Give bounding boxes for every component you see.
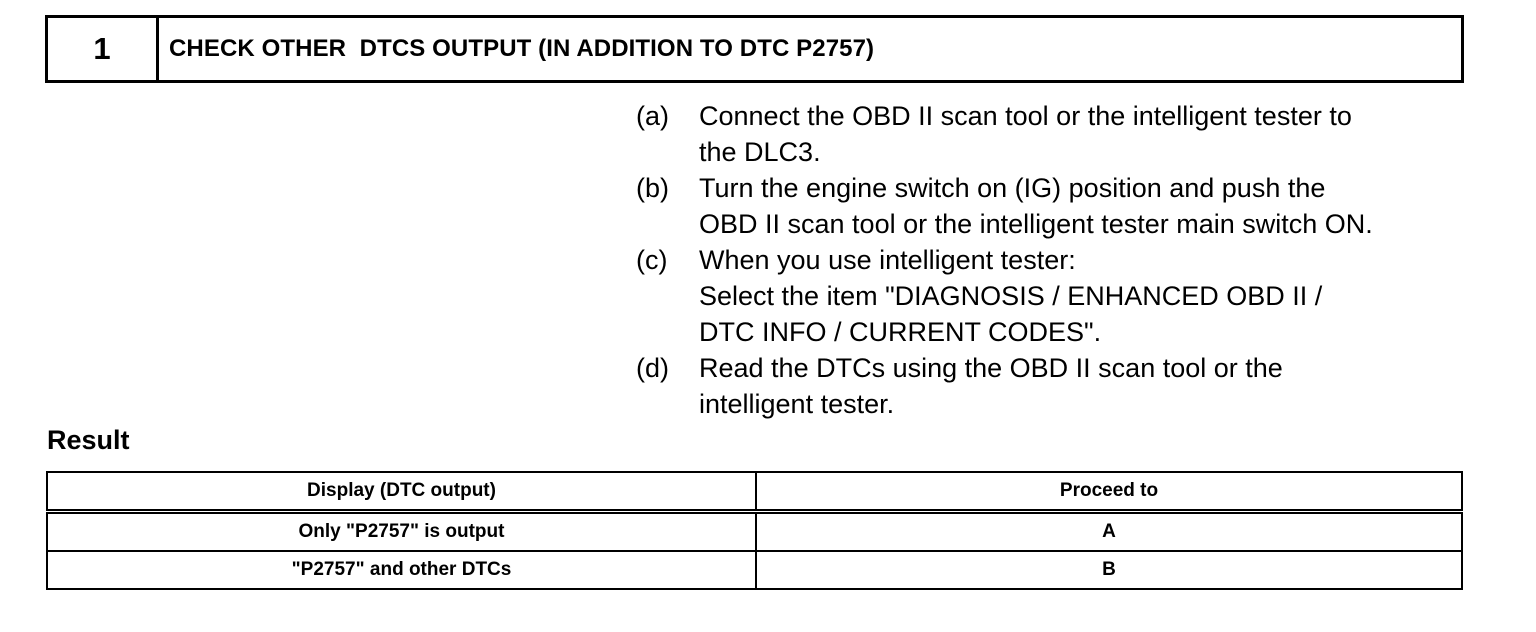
procedure-item-a bbox=[636, 98, 1476, 170]
procedure-text: Turn the engine switch on (IG) position and push the OBD II scan tool or the intelligent tester main switch ON. bbox=[699, 173, 1373, 239]
table-row bbox=[47, 551, 1462, 589]
step-title: CHECK OTHER DTCS OUTPUT (IN ADDITION TO DTC P2757) bbox=[169, 35, 875, 62]
display-cell: "P2757" and other DTCs bbox=[47, 551, 756, 589]
column-header-proceed: Proceed to bbox=[756, 472, 1462, 512]
procedure-marker: (d) bbox=[636, 353, 669, 383]
procedure-marker: (c) bbox=[636, 245, 668, 275]
procedure-text: When you use intelligent tester: Select the item "DIAGNOSIS / ENHANCED OBD II / DTC INFO / CURRENT CODES". bbox=[699, 245, 1323, 347]
proceed-cell: A bbox=[756, 512, 1462, 552]
table-header-row bbox=[47, 472, 1462, 512]
proceed-cell: B bbox=[756, 551, 1462, 589]
procedure-marker: (b) bbox=[636, 173, 669, 203]
procedure-text: Read the DTCs using the OBD II scan tool or the intelligent tester. bbox=[699, 353, 1283, 419]
procedure-text: Connect the OBD II scan tool or the intelligent tester to the DLC3. bbox=[699, 101, 1352, 167]
step-number: 1 bbox=[48, 18, 159, 80]
result-table bbox=[46, 471, 1463, 590]
display-cell: Only "P2757" is output bbox=[47, 512, 756, 552]
procedure-item-c bbox=[636, 242, 1476, 350]
procedure-marker: (a) bbox=[636, 101, 669, 131]
result-heading: Result bbox=[47, 425, 130, 455]
table-row bbox=[47, 512, 1462, 552]
step-header bbox=[45, 15, 1464, 83]
procedure-list bbox=[636, 98, 1476, 422]
procedure-item-b bbox=[636, 170, 1476, 242]
procedure-item-d bbox=[636, 350, 1476, 422]
column-header-display: Display (DTC output) bbox=[47, 472, 756, 512]
